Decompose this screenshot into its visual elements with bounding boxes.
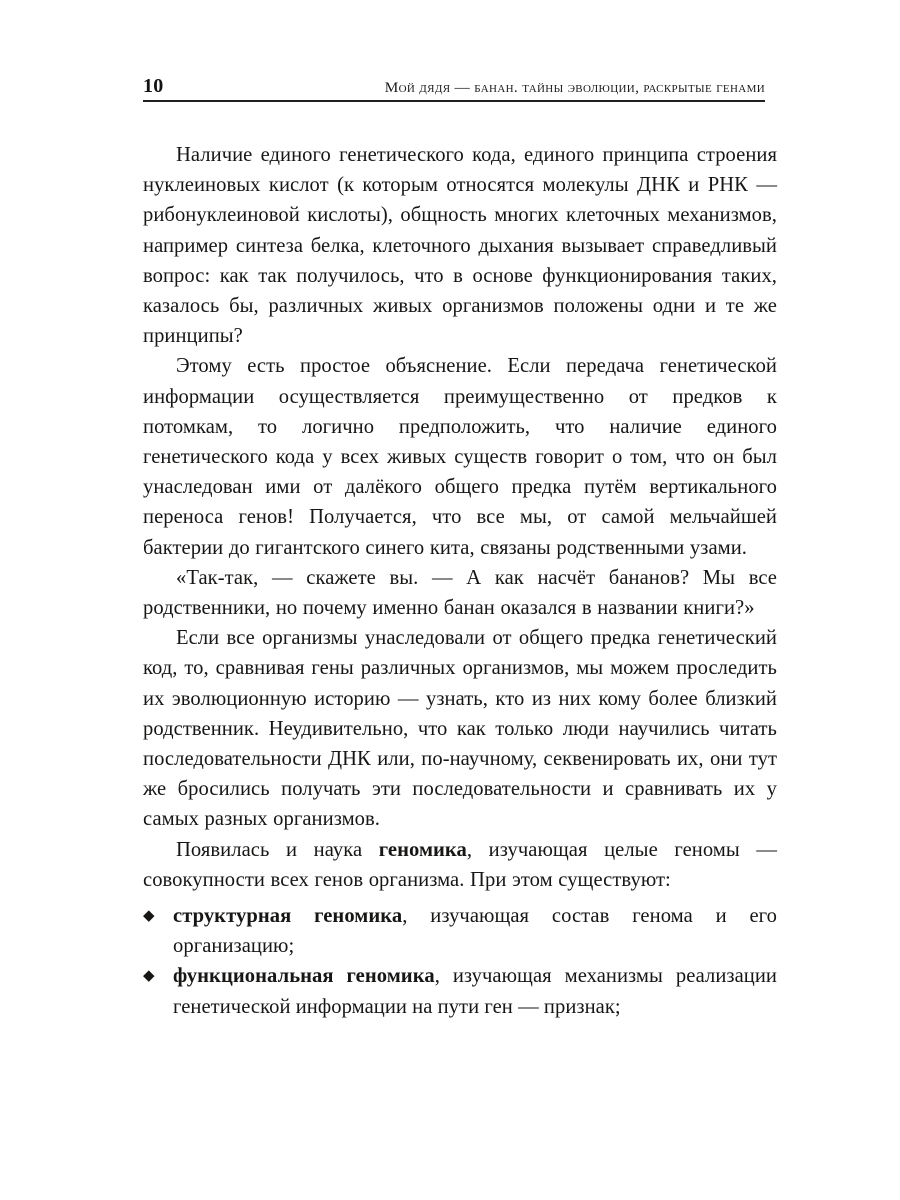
list-item-description: , изучающая состав генома и его организацию; (173, 905, 777, 958)
paragraph-1: Наличие единого генетического кода, единого принципа строения нуклеиновых кислот (к которым относятся молекулы ДНК и РНК — рибонуклеиновой кислоты), общность многих клеточных механизмов, например синтеза белка, клеточного дыхания вызывает справедливый вопрос: как так получилось, что в основе функционирования таких, казалось бы, различных живых организмов положены одни и те же принципы? (143, 144, 777, 348)
page-number: 10 (143, 75, 164, 97)
list-item-term: функциональная геномика (173, 965, 435, 988)
diamond-bullet-icon: ◆ (143, 908, 155, 925)
paragraph-4: Если все организмы унаследовали от общего предка генетический код, то, сравнивая гены различных организмов, мы можем проследить их эволюционную историю — узнать, кто из них кому более близкий родственник. Неудивительно, что как только люди научились читать последовательности ДНК или, по-научному, секвенировать их, они тут же бросились получать эти последовательности и сравнивать их у самых разных организмов. (143, 627, 777, 831)
list-item (143, 901, 777, 961)
list-item (143, 961, 777, 1021)
paragraph-3-quote: «Так-так, — скажете вы. — А как насчёт бананов? Мы все родственники, но почему именно банан оказался в названии книги?» (143, 566, 777, 620)
genomics-branch-list (143, 901, 777, 1022)
genomics-bold-term: геномика (378, 838, 467, 861)
paragraph-5-genomics (143, 835, 777, 895)
running-header (143, 76, 765, 102)
running-header-title: мой дядя — банан. тайны эволюции, раскрытые генами (384, 79, 765, 96)
genomics-lead-in: Появилась и наука (176, 838, 379, 861)
diamond-bullet-icon: ◆ (143, 968, 155, 985)
list-item-term: структурная геномика (173, 905, 403, 928)
genomics-tail: , изучающая целые геномы — совокупности всех генов организма. При этом существуют: (143, 838, 777, 891)
paragraph-2: Этому есть простое объяснение. Если передача генетической информации осуществляется преимущественно от предков к потомкам, то логично предположить, что наличие единого генетического кода у всех живых существ говорит о том, что он был унаследован ими от далёкого общего предка путём вертикального переноса генов! Получается, что все мы, от самой мельчайшей бактерии до гигантского синего кита, связаны родственными узами. (143, 355, 777, 559)
list-item-description: , изучающая механизмы реализации генетической информации на пути ген — признак; (173, 965, 777, 1018)
page-text-block (143, 140, 777, 1022)
